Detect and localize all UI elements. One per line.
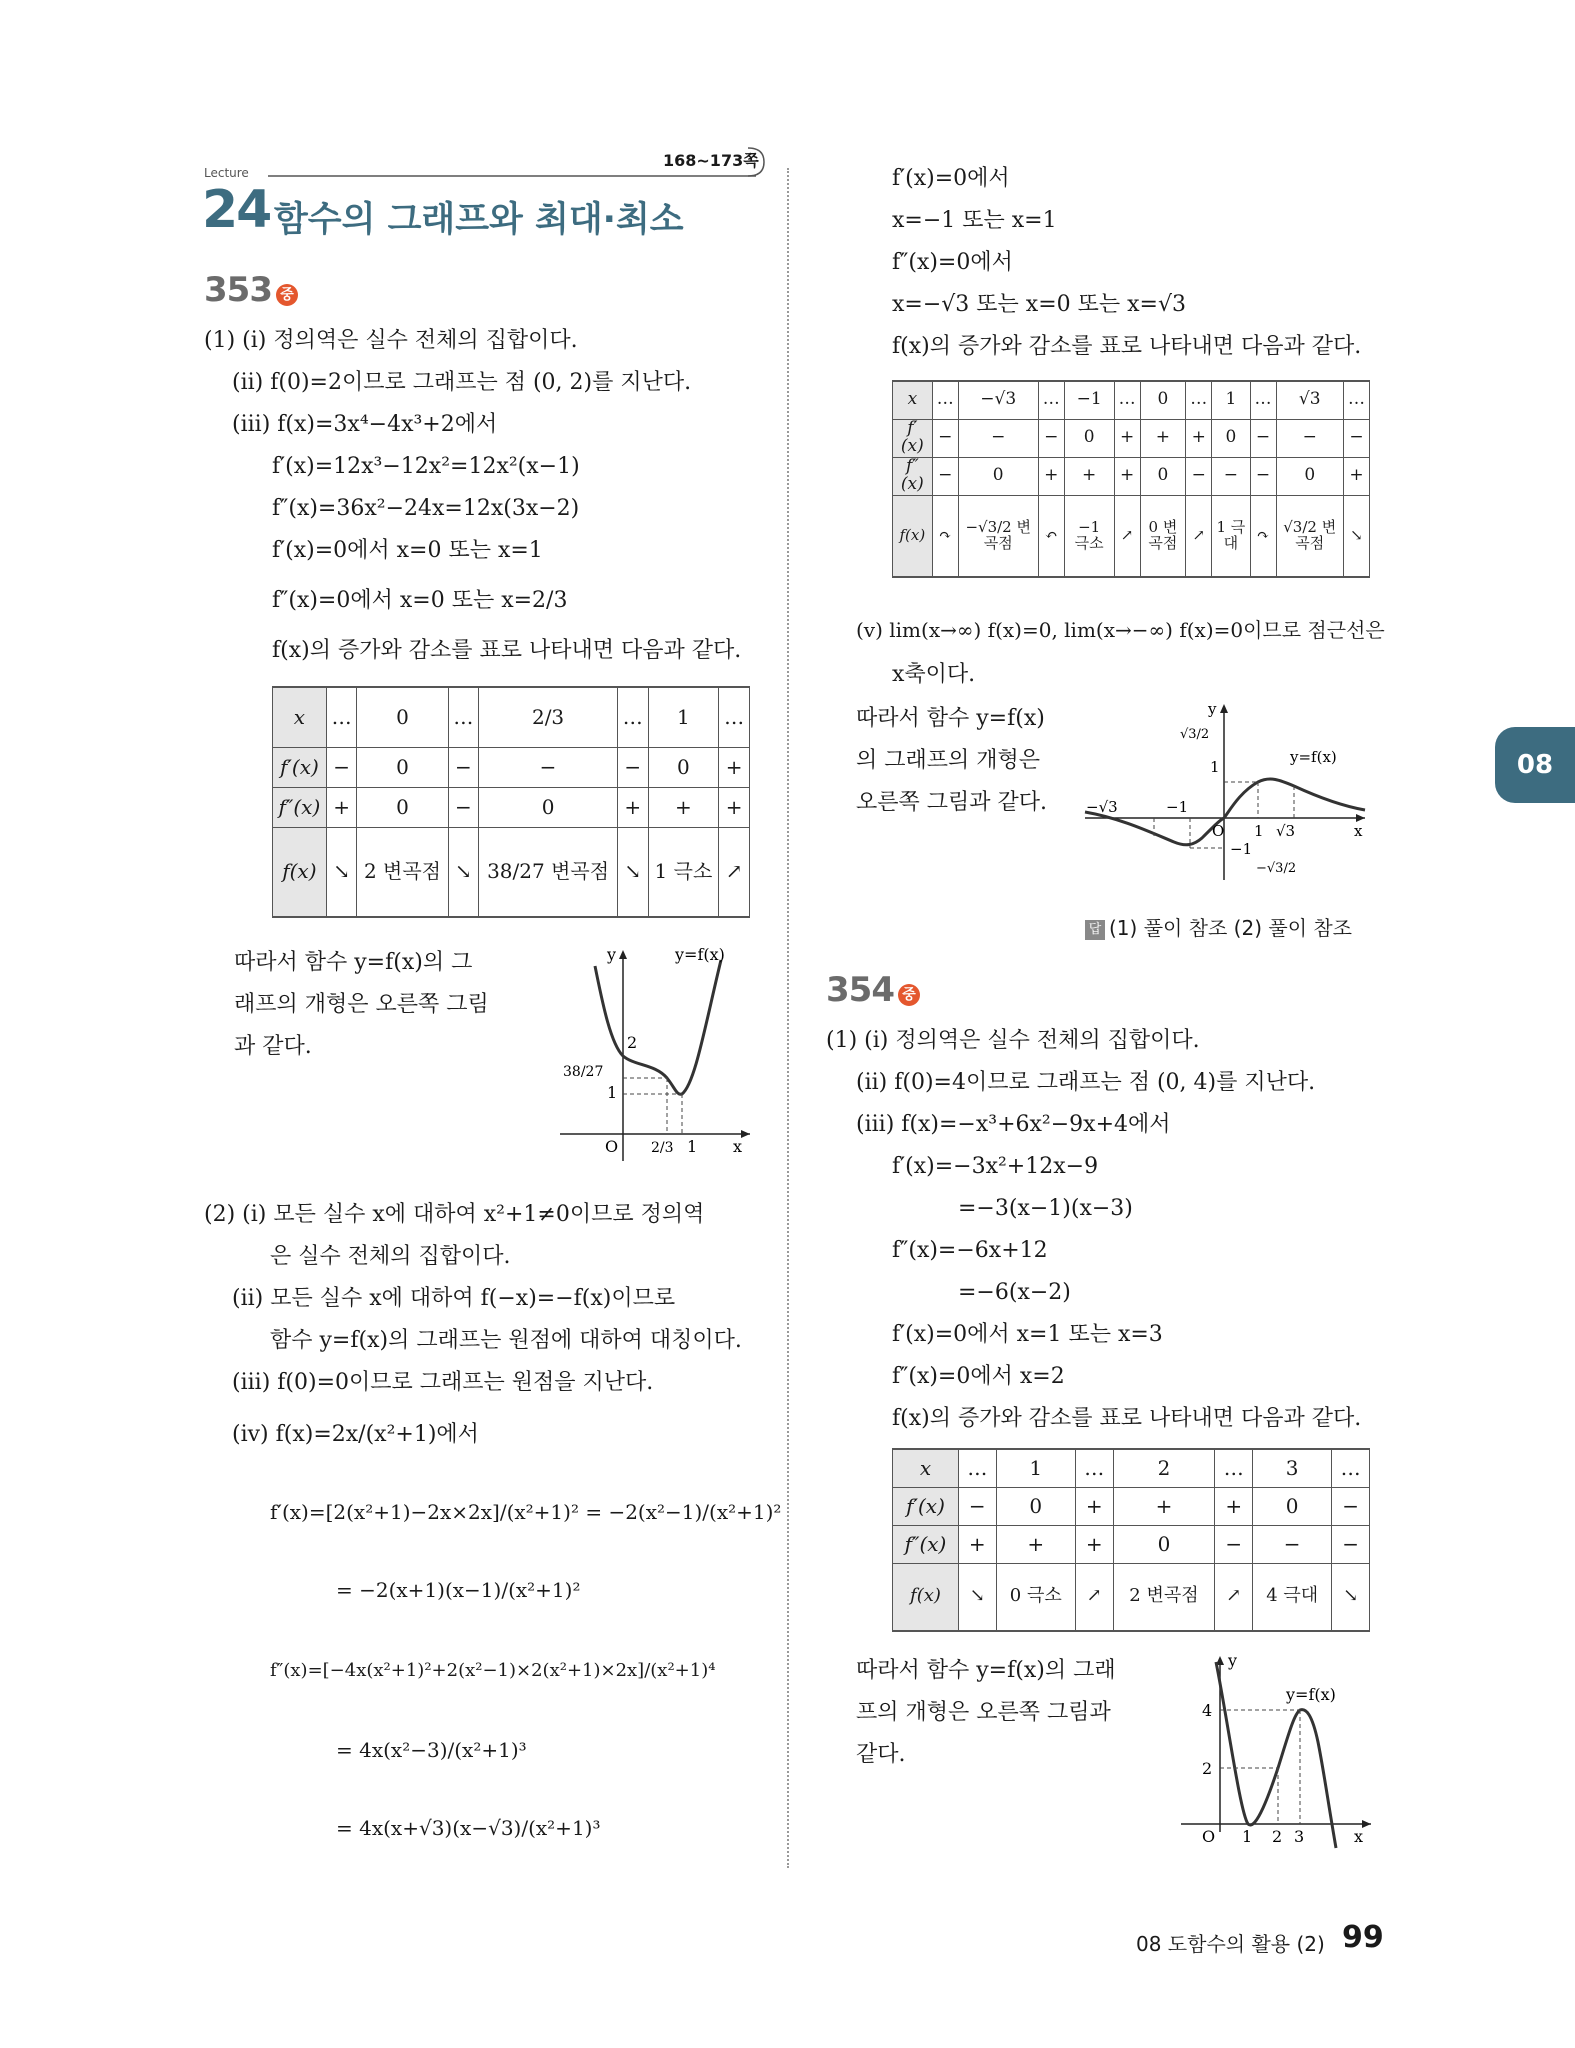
graph-caption: 의 그래프의 개형은 — [856, 748, 1041, 773]
table-cell: f″(x) — [893, 457, 933, 495]
table-cell: + — [958, 1525, 996, 1563]
solution-line: f″(x)=−6x+12 — [892, 1238, 1048, 1263]
table-cell: f″(x) — [273, 787, 327, 827]
solution-line: 함수 y=f(x)의 그래프는 원점에 대하여 대칭이다. — [270, 1328, 742, 1353]
table-cell: + — [719, 747, 750, 787]
x-tick: 2 — [1272, 1827, 1283, 1846]
axis-label-x: x — [733, 1137, 743, 1156]
table-cell: − — [479, 747, 618, 787]
solution-line: f′(x)=−3x²+12x−9 — [892, 1154, 1099, 1179]
y-tick: 4 — [1202, 1701, 1213, 1720]
table-cell: ↶ — [1038, 495, 1064, 577]
graph-354 — [1176, 1652, 1376, 1852]
table-cell: 0 — [1140, 381, 1186, 419]
table-cell: 0 — [1276, 457, 1343, 495]
table-cell: + — [617, 787, 648, 827]
problem-354-header — [826, 970, 920, 1010]
table-cell: − — [1332, 1525, 1370, 1563]
table-cell: + — [1114, 457, 1140, 495]
table-cell: + — [326, 787, 357, 827]
table-cell: 38/27 변곡점 — [479, 827, 618, 917]
problem-number: 353 — [204, 270, 272, 310]
table-cell: ↘ — [617, 827, 648, 917]
table-cell: f(x) — [273, 827, 327, 917]
x-tick: 2/3 — [651, 1140, 674, 1156]
x-tick: 1 — [1254, 822, 1264, 840]
table-cell: … — [932, 381, 958, 419]
axis-label-x: x — [1354, 1827, 1364, 1846]
axis-label-x: x — [1354, 822, 1363, 840]
answer-line — [1085, 912, 1352, 941]
table-cell: ↷ — [932, 495, 958, 577]
answer-text: (1) 풀이 참조 (2) 풀이 참조 — [1109, 916, 1353, 940]
table-cell: − — [448, 747, 479, 787]
sign-table-354 — [892, 1448, 1370, 1632]
table-cell: + — [648, 787, 719, 827]
solution-line: f(x)의 증가와 감소를 표로 나타내면 다음과 같다. — [272, 638, 742, 663]
y-tick: 2 — [1202, 1759, 1213, 1778]
table-cell: + — [1075, 1487, 1113, 1525]
footer-chapter: 08 도함수의 활용 (2) — [1136, 1932, 1325, 1956]
table-cell: 1 극소 — [648, 827, 719, 917]
x-tick: −1 — [1166, 798, 1189, 816]
solution-line: =−6(x−2) — [958, 1280, 1071, 1305]
table-cell: −1 — [1064, 381, 1114, 419]
sign-table-353-2 — [892, 380, 1370, 578]
table-cell: √3 — [1276, 381, 1343, 419]
graph-caption: 따라서 함수 y=f(x) — [856, 706, 1045, 731]
table-cell: + — [996, 1525, 1075, 1563]
solution-line: x=−√3 또는 x=0 또는 x=√3 — [892, 292, 1186, 317]
page-number: 99 — [1342, 1920, 1384, 1955]
table-cell: … — [1038, 381, 1064, 419]
origin-label: O — [1202, 1827, 1216, 1846]
table-cell: f′(x) — [893, 1487, 959, 1525]
y-tick: 38/27 — [563, 1064, 604, 1080]
graph-caption: 오른쪽 그림과 같다. — [856, 790, 1047, 815]
table-cell: + — [1038, 457, 1064, 495]
table-cell: − — [1186, 457, 1212, 495]
y-tick: 2 — [627, 1033, 638, 1052]
table-cell: + — [1075, 1525, 1113, 1563]
table-cell: ↗ — [1075, 1563, 1113, 1631]
problem-353-header — [204, 270, 298, 310]
table-cell: − — [932, 457, 958, 495]
graph-caption: 따라서 함수 y=f(x)의 그 — [234, 950, 473, 975]
solution-line: f″(x)=0에서 — [892, 250, 1013, 275]
solution-line: (iv) f(x)=2x/(x²+1)에서 — [232, 1422, 479, 1447]
lecture-number: 24 — [202, 180, 271, 240]
table-cell: 0 — [996, 1487, 1075, 1525]
table-cell: − — [326, 747, 357, 787]
table-cell: 0 — [1253, 1487, 1332, 1525]
origin-label: O — [605, 1137, 619, 1156]
lecture-label: Lecture — [204, 166, 249, 180]
table-cell: − — [617, 747, 648, 787]
graph-353-1 — [555, 946, 755, 1166]
table-cell: 3 — [1253, 1449, 1332, 1487]
table-cell: 0 변곡점 — [1140, 495, 1186, 577]
column-divider — [787, 168, 789, 1868]
answer-tag: 답 — [1085, 920, 1105, 940]
solution-line: = −2(x+1)(x−1)/(x²+1)² — [336, 1578, 581, 1602]
chapter-tab: 08 — [1495, 727, 1575, 803]
table-cell: … — [1114, 381, 1140, 419]
problem-number: 354 — [826, 970, 894, 1010]
solution-line: f′(x)=0에서 x=1 또는 x=3 — [892, 1322, 1163, 1347]
table-cell: 1 — [1212, 381, 1250, 419]
graph-353-2 — [1080, 700, 1370, 890]
table-cell: + — [1114, 419, 1140, 457]
table-cell: x — [273, 687, 327, 747]
table-cell: √3/2 변곡점 — [1276, 495, 1343, 577]
y-tick: −√3/2 — [1256, 861, 1297, 876]
table-cell: ↗ — [1186, 495, 1212, 577]
table-cell: − — [1250, 457, 1276, 495]
table-cell: −√3/2 변곡점 — [958, 495, 1038, 577]
solution-line: f′(x)=0에서 — [892, 166, 1010, 191]
lecture-title: 함수의 그래프와 최대·최소 — [274, 200, 684, 240]
graph-caption: 과 같다. — [234, 1034, 312, 1059]
table-cell: − — [958, 1487, 996, 1525]
axis-label-y: y — [1228, 1652, 1238, 1670]
solution-line: f″(x)=[−4x(x²+1)²+2(x²−1)×2(x²+1)×2x]/(x²+1)⁴ — [270, 1660, 716, 1681]
table-cell: 0 — [357, 787, 448, 827]
table-cell: 1 — [648, 687, 719, 747]
table-cell: + — [1140, 419, 1186, 457]
table-cell: … — [1215, 1449, 1253, 1487]
solution-line: (iii) f(0)=0이므로 그래프는 원점을 지난다. — [232, 1370, 654, 1395]
table-cell: −√3 — [958, 381, 1038, 419]
table-cell: … — [448, 687, 479, 747]
x-tick: √3 — [1276, 822, 1296, 840]
table-cell: ↘ — [326, 827, 357, 917]
y-tick: √3/2 — [1180, 727, 1210, 742]
graph-caption: 같다. — [856, 1742, 906, 1767]
solution-line: (iii) f(x)=3x⁴−4x³+2에서 — [232, 412, 498, 437]
table-cell: ↘ — [958, 1563, 996, 1631]
table-cell: − — [932, 419, 958, 457]
curve-label: y=f(x) — [675, 946, 725, 964]
table-cell: 0 — [357, 747, 448, 787]
table-cell: … — [326, 687, 357, 747]
page-range: 168~173쪽 — [663, 151, 759, 170]
table-cell: x — [893, 1449, 959, 1487]
table-cell: −1 극소 — [1064, 495, 1114, 577]
level-badge: 중 — [276, 284, 298, 306]
x-tick: −√3 — [1086, 798, 1118, 816]
y-tick: −1 — [1230, 840, 1253, 858]
table-cell: ↘ — [448, 827, 479, 917]
table-cell: 0 — [357, 687, 448, 747]
table-cell: − — [1332, 1487, 1370, 1525]
table-cell: … — [1250, 381, 1276, 419]
solution-line: f″(x)=0에서 x=2 — [892, 1364, 1065, 1389]
solution-line: (ii) f(0)=4이므로 그래프는 점 (0, 4)를 지난다. — [856, 1070, 1316, 1095]
solution-line: 은 실수 전체의 집합이다. — [270, 1244, 511, 1269]
table-cell: 2/3 — [479, 687, 618, 747]
table-cell: 2 변곡점 — [1113, 1563, 1215, 1631]
table-cell: 0 — [1140, 457, 1186, 495]
curve-label: y=f(x) — [1290, 748, 1337, 766]
solution-line: f′(x)=12x³−12x²=12x²(x−1) — [272, 454, 580, 479]
table-cell: + — [1064, 457, 1114, 495]
table-cell: … — [617, 687, 648, 747]
table-cell: … — [1075, 1449, 1113, 1487]
y-tick: 1 — [1210, 758, 1220, 776]
table-cell: 0 — [1064, 419, 1114, 457]
solution-line: = 4x(x+√3)(x−√3)/(x²+1)³ — [336, 1816, 601, 1840]
solution-line: = 4x(x²−3)/(x²+1)³ — [336, 1738, 527, 1762]
table-cell: 0 — [648, 747, 719, 787]
table-cell: … — [1343, 381, 1369, 419]
solution-line: (1) (i) 정의역은 실수 전체의 집합이다. — [826, 1028, 1200, 1053]
graph-caption: 따라서 함수 y=f(x)의 그래 — [856, 1658, 1116, 1683]
table-cell: + — [1343, 457, 1369, 495]
table-cell: 0 — [1212, 419, 1250, 457]
solution-line: (1) (i) 정의역은 실수 전체의 집합이다. — [204, 328, 578, 353]
solution-line: (ii) 모든 실수 x에 대하여 f(−x)=−f(x)이므로 — [232, 1286, 676, 1311]
table-cell: 4 극대 — [1253, 1563, 1332, 1631]
table-cell: f″(x) — [893, 1525, 959, 1563]
table-cell: 2 변곡점 — [357, 827, 448, 917]
table-cell: … — [719, 687, 750, 747]
solution-line: x=−1 또는 x=1 — [892, 208, 1057, 233]
solution-line: f(x)의 증가와 감소를 표로 나타내면 다음과 같다. — [892, 334, 1362, 359]
table-cell: + — [719, 787, 750, 827]
solution-line: f″(x)=0에서 x=0 또는 x=2/3 — [272, 588, 568, 613]
level-badge: 중 — [898, 984, 920, 1006]
solution-line: x축이다. — [892, 662, 976, 687]
axis-label-y: y — [607, 946, 617, 964]
table-cell: f′(x) — [273, 747, 327, 787]
table-cell: − — [1343, 419, 1369, 457]
table-cell: f′(x) — [893, 419, 933, 457]
x-tick: 1 — [687, 1137, 698, 1156]
table-cell: 0 — [479, 787, 618, 827]
table-cell: ↷ — [1250, 495, 1276, 577]
solution-line: (ii) f(0)=2이므로 그래프는 점 (0, 2)를 지난다. — [232, 370, 692, 395]
solution-line: f(x)의 증가와 감소를 표로 나타내면 다음과 같다. — [892, 1406, 1362, 1431]
table-cell: + — [1113, 1487, 1215, 1525]
table-cell: − — [448, 787, 479, 827]
table-cell: ↗ — [1114, 495, 1140, 577]
axis-label-y: y — [1208, 700, 1217, 718]
table-cell: − — [958, 419, 1038, 457]
solution-line: (2) (i) 모든 실수 x에 대하여 x²+1≠0이므로 정의역 — [204, 1202, 705, 1227]
table-cell: − — [1250, 419, 1276, 457]
table-cell: 0 — [958, 457, 1038, 495]
solution-line: f′(x)=0에서 x=0 또는 x=1 — [272, 538, 543, 563]
table-cell: f(x) — [893, 1563, 959, 1631]
table-cell: − — [1253, 1525, 1332, 1563]
table-cell: − — [1038, 419, 1064, 457]
table-cell: − — [1276, 419, 1343, 457]
table-cell: 0 — [1113, 1525, 1215, 1563]
graph-caption: 래프의 개형은 오른쪽 그림 — [234, 992, 489, 1017]
table-cell: − — [1212, 457, 1250, 495]
table-cell: − — [1215, 1525, 1253, 1563]
solution-line: (iii) f(x)=−x³+6x²−9x+4에서 — [856, 1112, 1171, 1137]
table-cell: … — [1186, 381, 1212, 419]
solution-line: f′(x)=[2(x²+1)−2x×2x]/(x²+1)² = −2(x²−1)/(x²+1)² — [270, 1500, 782, 1524]
table-cell: x — [893, 381, 933, 419]
x-tick: 3 — [1294, 1827, 1305, 1846]
table-cell: 1 극대 — [1212, 495, 1250, 577]
origin-label: O — [1212, 822, 1225, 840]
table-cell: ↗ — [719, 827, 750, 917]
table-cell: ↗ — [1215, 1563, 1253, 1631]
sign-table-353 — [272, 686, 750, 918]
curve-label: y=f(x) — [1286, 1685, 1336, 1704]
x-tick: 1 — [1242, 1827, 1253, 1846]
table-cell: 2 — [1113, 1449, 1215, 1487]
table-cell: ↘ — [1343, 495, 1369, 577]
table-cell: 1 — [996, 1449, 1075, 1487]
table-cell: … — [1332, 1449, 1370, 1487]
solution-line: =−3(x−1)(x−3) — [958, 1196, 1133, 1221]
table-cell: f(x) — [893, 495, 933, 577]
table-cell: + — [1186, 419, 1212, 457]
table-cell: ↘ — [1332, 1563, 1370, 1631]
table-cell: … — [958, 1449, 996, 1487]
graph-caption: 프의 개형은 오른쪽 그림과 — [856, 1700, 1111, 1725]
header-rule — [268, 144, 768, 180]
table-cell: + — [1215, 1487, 1253, 1525]
y-tick: 1 — [607, 1083, 618, 1102]
solution-line: f″(x)=36x²−24x=12x(3x−2) — [272, 496, 580, 521]
table-cell: 0 극소 — [996, 1563, 1075, 1631]
solution-line: (v) lim(x→∞) f(x)=0, lim(x→−∞) f(x)=0이므로 점근선은 — [856, 618, 1385, 642]
